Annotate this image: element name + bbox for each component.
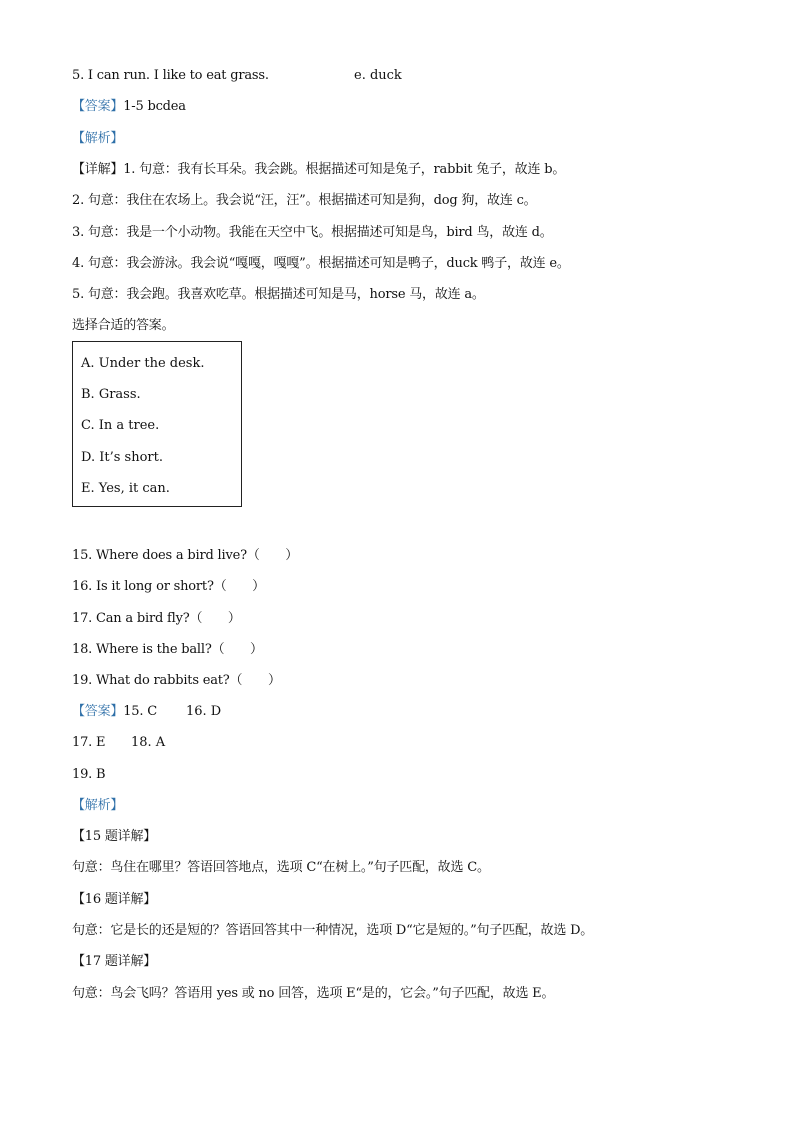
question-19: 19. What do rabbits eat?（ ） — [72, 673, 281, 688]
detail-line-1 — [72, 161, 565, 179]
answer-line-15-16 — [72, 703, 157, 721]
answer-tag: 【答案】 — [72, 704, 124, 719]
detail-17-text: 句意：鸟会飞吗？答语用 yes 或 no 回答，选项 E“是的，它会。”句子匹配，故选 E。 — [72, 986, 555, 1001]
detail-tag: 【详解】 — [72, 162, 124, 177]
detail-16-tag: 【16 题详解】 — [72, 892, 157, 907]
option-d: D. It’s short. — [81, 450, 163, 465]
detail-line-4: 4. 句意：我会游泳。我会说“嘎嘎，嘎嘎”。根据描述可知是鸭子，duck 鸭子，故连 e。 — [72, 256, 570, 271]
answer-18: 18. A — [131, 735, 166, 750]
question-15: 15. Where does a bird live?（ ） — [72, 548, 299, 563]
question-5-text: 5. I can run. I like to eat grass. — [72, 68, 269, 83]
option-e-duck: e. duck — [354, 68, 402, 83]
detail-16-text: 句意：它是长的还是短的？答语回答其中一种情况，选项 D“它是短的。”句子匹配，故选 D。 — [72, 923, 594, 938]
detail-line-3: 3. 句意：我是一个小动物。我能在天空中飞。根据描述可知是鸟，bird 鸟，故连 d。 — [72, 225, 553, 240]
detail-17-tag: 【17 题详解】 — [72, 954, 157, 969]
answer-19: 19. B — [72, 767, 106, 782]
question-17: 17. Can a bird fly?（ ） — [72, 611, 241, 626]
answer-line-1-5 — [72, 98, 186, 116]
detail-15-tag: 【15 题详解】 — [72, 829, 157, 844]
option-b: B. Grass. — [81, 387, 141, 402]
answer-15: 15. C — [123, 704, 157, 719]
question-16: 16. Is it long or short?（ ） — [72, 579, 265, 594]
answer-16: 16. D — [186, 704, 222, 719]
option-a: A. Under the desk. — [81, 356, 205, 371]
answer-value: 1-5 bcdea — [123, 99, 186, 114]
detail-line-5: 5. 句意：我会跑。我喜欢吃草。根据描述可知是马，horse 马，故连 a。 — [72, 287, 485, 302]
section-instruction: 选择合适的答案。 — [72, 318, 175, 333]
option-e: E. Yes, it can. — [81, 481, 170, 496]
detail-text: 1. 句意：我有长耳朵。我会跳。根据描述可知是兔子，rabbit 兔子，故连 b。 — [123, 162, 566, 177]
analysis-tag: 【解析】 — [72, 798, 124, 813]
question-18: 18. Where is the ball?（ ） — [72, 642, 263, 657]
option-c: C. In a tree. — [81, 418, 160, 433]
analysis-tag: 【解析】 — [72, 131, 124, 146]
answer-17: 17. E — [72, 735, 106, 750]
detail-line-2: 2. 句意：我住在农场上。我会说“汪，汪”。根据描述可知是狗，dog 狗，故连 c。 — [72, 193, 537, 208]
detail-15-text: 句意：鸟住在哪里？答语回答地点，选项 C“在树上。”句子匹配，故选 C。 — [72, 860, 490, 875]
answer-tag: 【答案】 — [72, 99, 124, 114]
options-box — [72, 341, 242, 507]
